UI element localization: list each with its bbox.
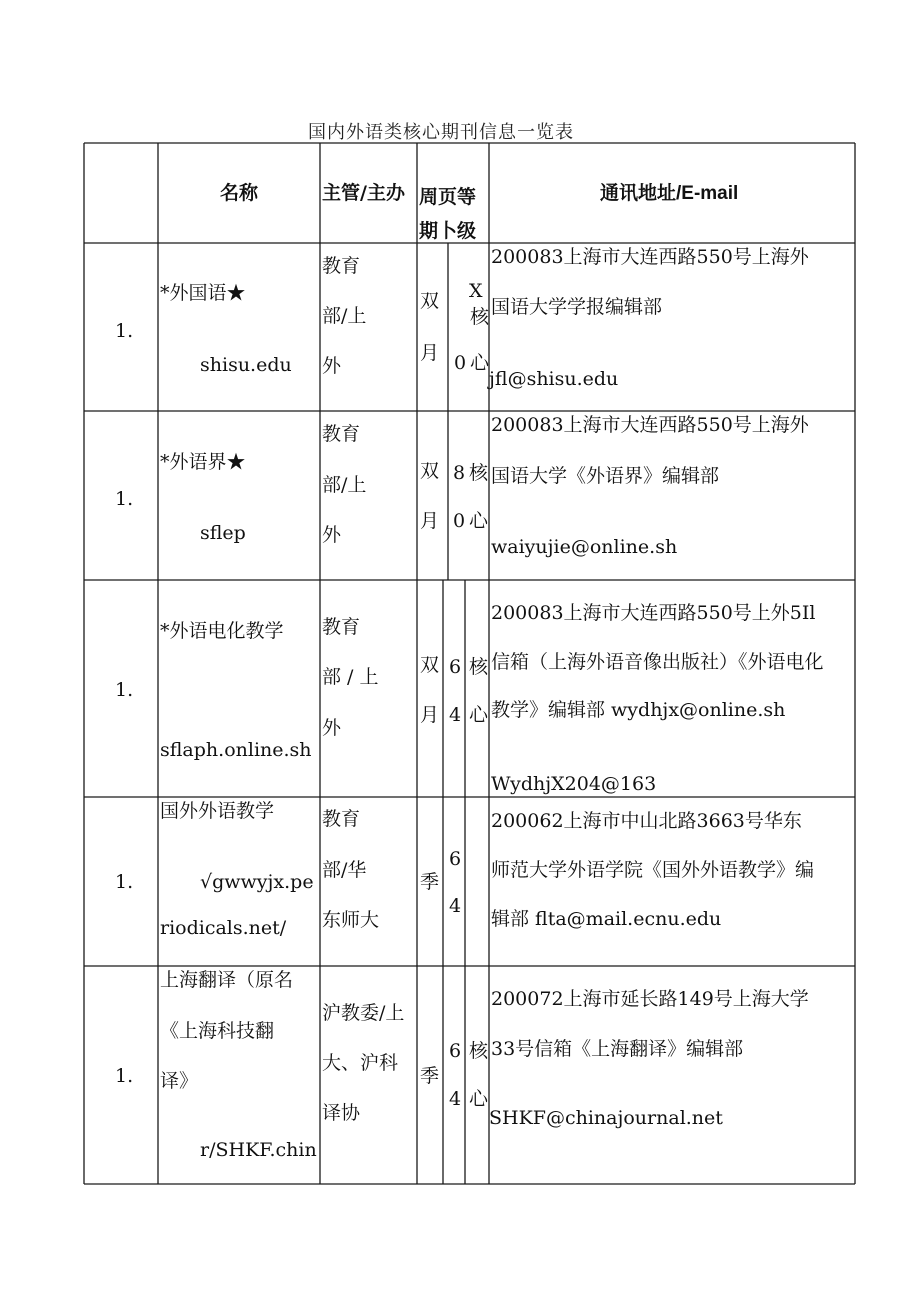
- sponsor-line: 部/上: [322, 305, 367, 327]
- journal-name: *外国语★: [160, 282, 246, 304]
- header-sponsor: 主管/主办: [322, 182, 405, 204]
- address-line: 200062上海市中山北路3663号华东: [491, 810, 802, 832]
- frequency: 双: [420, 654, 440, 676]
- journal-website: sflep: [200, 522, 246, 544]
- frequency: 月: [420, 704, 440, 726]
- sponsor-line: 教育: [322, 423, 361, 445]
- journal-website: sflaph.online.sh: [160, 739, 312, 761]
- pages: 0: [454, 352, 467, 374]
- frequency: 双: [420, 290, 440, 312]
- level: 心: [469, 704, 489, 726]
- level: 核: [469, 1040, 489, 1062]
- frequency: 月: [420, 510, 440, 532]
- sponsor-line: 教育: [322, 808, 361, 830]
- level: 心: [469, 510, 489, 532]
- journal-name: *外语电化教学: [160, 620, 284, 642]
- sponsor-line: 部/华: [322, 859, 367, 881]
- level: 核: [469, 656, 489, 678]
- header-name: 名称: [220, 182, 259, 204]
- sponsor-line: 外: [322, 355, 342, 377]
- email: SHKF@chinajournal.net: [489, 1107, 723, 1129]
- level: 核: [470, 306, 490, 328]
- frequency: 双: [420, 460, 440, 482]
- pages: X: [469, 280, 483, 302]
- address-line: 200083上海市大连西路550号上外5Il: [491, 602, 816, 624]
- email: jfl@shisu.edu: [489, 368, 619, 390]
- pages: 0: [453, 510, 466, 532]
- frequency: 月: [420, 342, 440, 364]
- journal-name: 上海翻译（原名: [160, 969, 294, 991]
- pages: 4: [449, 704, 462, 726]
- sponsor-line: 部 / 上: [322, 666, 379, 688]
- sponsor-line: 沪教委/上: [322, 1002, 405, 1024]
- row-number: 1.: [115, 871, 134, 893]
- journal-website: √gwwyjx.pe: [200, 871, 314, 893]
- address-line: 200083上海市大连西路550号上海外: [491, 246, 809, 268]
- address-line: 200083上海市大连西路550号上海外: [491, 414, 809, 436]
- page-title: 国内外语类核心期刊信息一览表: [308, 122, 574, 143]
- sponsor-line: 教育: [322, 255, 361, 277]
- address-line: 国语大学《外语界》编辑部: [491, 465, 720, 487]
- address-line: 教学》编辑部 wydhjx@online.sh: [491, 699, 786, 721]
- header-address: 通讯地址/E-mail: [600, 183, 739, 204]
- sponsor-line: 大、沪科: [322, 1052, 399, 1074]
- address-line: 信箱（上海外语音像出版社）《外语电化: [491, 651, 824, 673]
- journal-name: 译》: [160, 1070, 199, 1092]
- email: WydhjX204@163: [491, 773, 657, 795]
- row-number: 1.: [115, 1065, 134, 1087]
- row-number: 1.: [115, 488, 134, 510]
- journal-website: r/SHKF.chin: [200, 1139, 317, 1161]
- header-period-line-1: 周页等: [419, 186, 477, 208]
- pages: 6: [449, 848, 462, 870]
- pages: 6: [449, 1040, 462, 1062]
- address-line: 师范大学外语学院《国外外语教学》编: [491, 859, 815, 881]
- journal-name: *外语界★: [160, 451, 246, 473]
- row-number: 1.: [115, 320, 134, 342]
- pages: 8: [453, 462, 466, 484]
- email: waiyujie@online.sh: [491, 536, 678, 558]
- frequency: 季: [420, 1065, 440, 1087]
- sponsor-line: 译协: [322, 1102, 361, 1124]
- sponsor-line: 教育: [322, 616, 361, 638]
- address-line: 辑部 flta@mail.ecnu.edu: [491, 908, 722, 930]
- address-line: 33号信箱《上海翻译》编辑部: [491, 1038, 744, 1060]
- journal-name: 《上海科技翻: [160, 1020, 275, 1042]
- sponsor-line: 外: [322, 524, 342, 546]
- frequency: 季: [420, 871, 440, 893]
- pages: 4: [449, 1088, 462, 1110]
- row-number: 1.: [115, 679, 134, 701]
- sponsor-line: 部/上: [322, 474, 367, 496]
- address-line: 200072上海市延长路149号上海大学: [491, 988, 809, 1010]
- pages: 4: [449, 895, 462, 917]
- level: 心: [470, 352, 490, 374]
- sponsor-line: 东师大: [322, 909, 380, 931]
- pages: 6: [449, 656, 462, 678]
- level: 核: [469, 462, 489, 484]
- header-period-line-2: 期卜级: [419, 220, 477, 242]
- address-line: 国语大学学报编辑部: [491, 296, 663, 318]
- level: 心: [469, 1088, 489, 1110]
- journal-name: 国外外语教学: [160, 800, 275, 822]
- journal-website: riodicals.net/: [160, 917, 287, 939]
- sponsor-line: 外: [322, 717, 342, 739]
- journal-website: shisu.edu: [200, 354, 292, 376]
